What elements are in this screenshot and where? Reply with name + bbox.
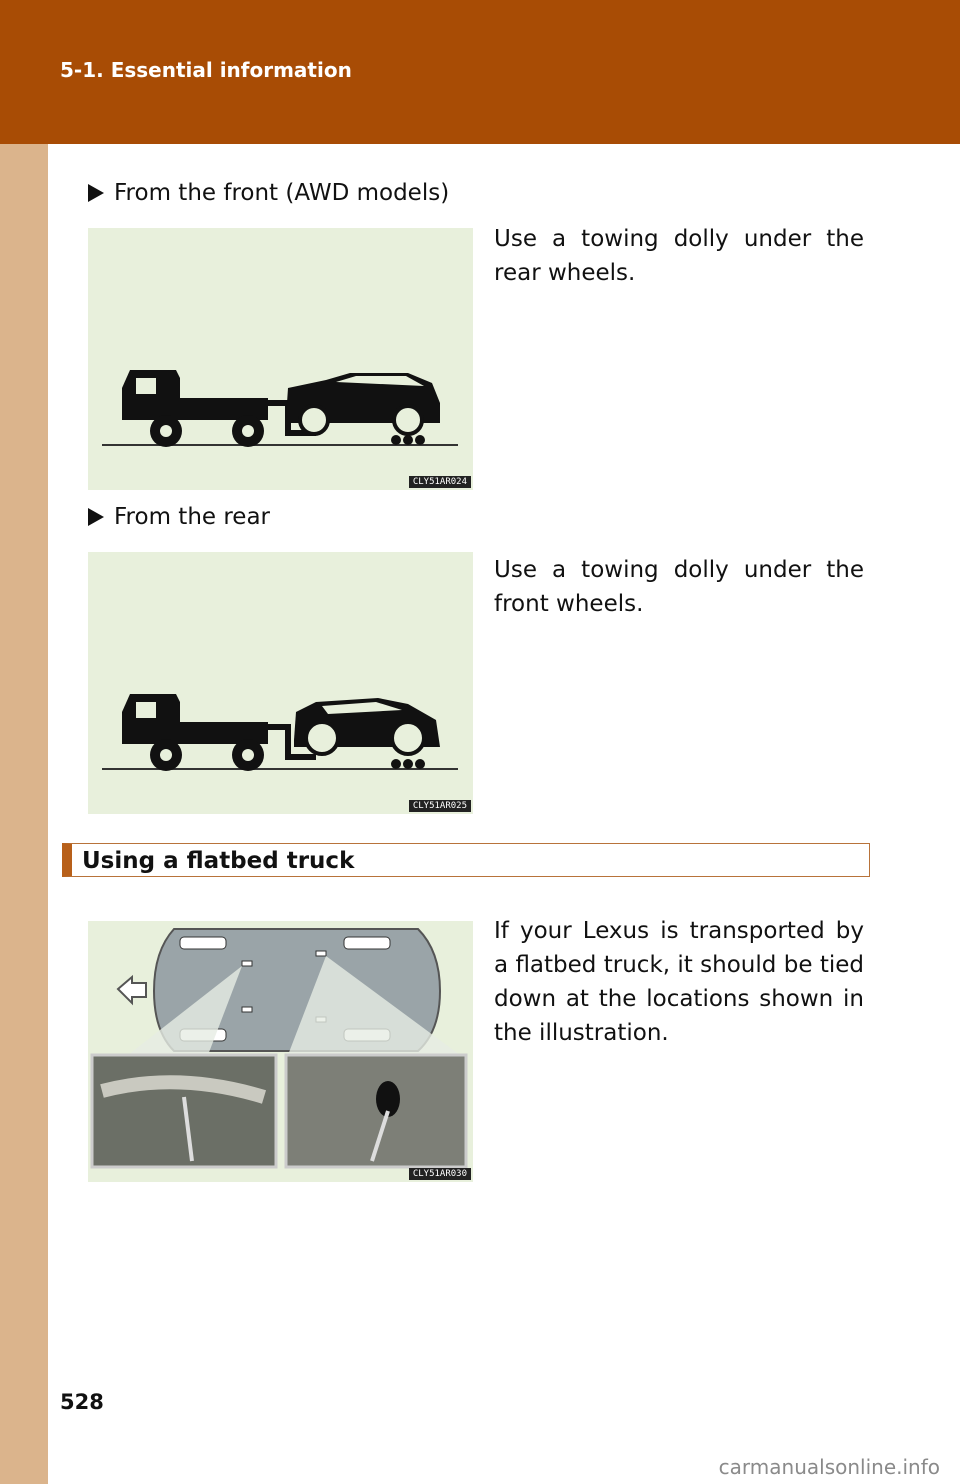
front-tow-heading: [88, 180, 449, 206]
tow-truck-rear-icon: [88, 552, 473, 814]
figure-code: CLY51AR024: [409, 476, 471, 488]
front-tow-illustration: [88, 228, 473, 490]
bullet-triangle-icon: [88, 184, 104, 202]
side-strip: [0, 144, 48, 1484]
bullet-triangle-icon: [88, 508, 104, 526]
figure-code: CLY51AR030: [409, 1168, 471, 1180]
rear-tow-illustration: [88, 552, 473, 814]
watermark: carmanualsonline.info: [718, 1455, 940, 1479]
rear-tow-text: Use a towing dolly under the front wheels.: [494, 557, 864, 617]
page-header: [0, 0, 960, 144]
page-number: 528: [60, 1390, 104, 1414]
figure-code: CLY51AR025: [409, 800, 471, 812]
flatbed-tiedown-illustration: [88, 921, 473, 1182]
car-underside-tiedown-icon: [88, 921, 473, 1182]
section-title: Using a flatbed truck: [82, 848, 355, 874]
rear-tow-heading-text: From the rear: [114, 504, 271, 530]
rear-tow-heading: [88, 504, 270, 530]
front-tow-heading-text: From the front (AWD models): [114, 180, 450, 206]
section-label: 5-1. Essential information: [60, 58, 352, 82]
front-tow-text: Use a towing dolly under the rear wheels.: [494, 226, 864, 286]
section-heading-bar: [62, 843, 870, 877]
flatbed-text: If your Lexus is transported by a flatbed truck, it should be tied down at the locations shown in the illustration.: [494, 918, 864, 1046]
tow-truck-front-icon: [88, 228, 473, 490]
